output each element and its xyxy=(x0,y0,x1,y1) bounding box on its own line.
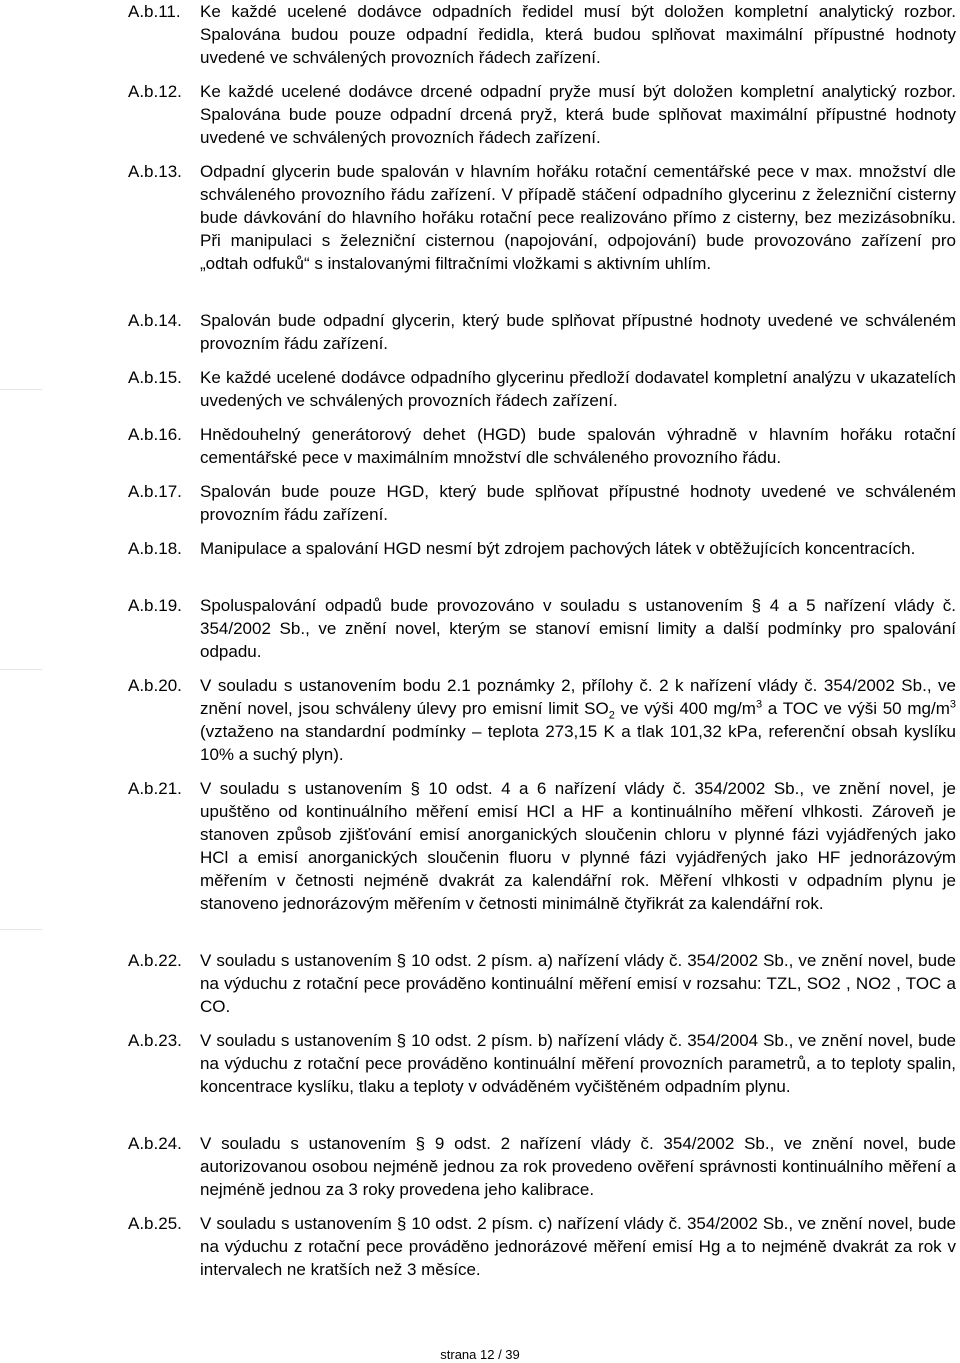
item-number: A.b.14. xyxy=(128,311,182,330)
item-text: Spalován bude odpadní glycerin, který bude splňovat přípustné hodnoty uvedené ve schváleném provozním řádu zařízení. xyxy=(200,311,956,353)
superscript: 3 xyxy=(755,698,763,711)
item-text: Spalován bude pouze HGD, který bude splňovat přípustné hodnoty uvedené ve schváleném provozním řádu zařízení. xyxy=(200,482,956,524)
margin-mark xyxy=(0,929,42,930)
item-text: Odpadní glycerin bude spalován v hlavním hořáku rotační cementářské pece v max. množství dle schváleného provozního řádu zařízení. V případě stáčení odpadního glycerinu z železniční cisterny bude dávkování do hlavního hořáku rotační pece realizováno přímo z cisterny, bez mezizásobníku. Při manipulaci s železniční cisternou (napojování, odpojování) bude provozováno zařízení pro „odtah odfuků“ s instalovanými filtračními vložkami s aktivním uhlím. xyxy=(200,162,956,273)
item-text: Ke každé ucelené dodávce odpadních ředidel musí být doložen kompletní analytický rozbor. Spalována budou pouze odpadní ředidla, která budou splňovat maximální přípustné hodnoty uvedené ve schválených provozních řádech zařízení. xyxy=(200,2,956,67)
item-text: V souladu s ustanovením § 10 odst. 2 písm. b) nařízení vlády č. 354/2004 Sb., ve znění novel, bude na výduchu z rotační pece prováděno kontinuální měření provozních parametrů, a to teploty spalin, koncentrace kyslíku, tlaku a teploty v odváděném vyčištěném odpadním plynu. xyxy=(200,1031,956,1096)
item-number: A.b.11. xyxy=(128,2,181,21)
item-number: A.b.17. xyxy=(128,482,182,501)
item-text: Ke každé ucelené dodávce odpadního glycerinu předloží dodavatel kompletní analýzu v ukazatelích uvedených ve schválených provozních řádech zařízení. xyxy=(200,368,956,410)
text-run: V souladu s ustanovením bodu 2.1 poznámky 2, přílohy č. 2 k nařízení vlády č. 354/2002 Sb., ve znění novel, jsou schváleny úlevy pro emisní limit SO xyxy=(200,676,956,718)
item-number: A.b.24. xyxy=(128,1134,182,1153)
superscript: 3 xyxy=(949,698,956,711)
item-number: A.b.12. xyxy=(128,82,182,101)
item-text: Ke každé ucelené dodávce drcené odpadní pryže musí být doložen kompletní analytický rozbor. Spalována bude pouze odpadní drcená pryž, která bude splňovat maximální přípustné hodnoty uvedené ve schválených provozních řádech zařízení. xyxy=(200,82,956,147)
item-number: A.b.18. xyxy=(128,539,182,558)
page-number: strana 12 / 39 xyxy=(440,1347,520,1362)
item-number: A.b.16. xyxy=(128,425,182,444)
text-run: a TOC ve výši 50 mg/m xyxy=(762,699,950,718)
item-number: A.b.19. xyxy=(128,596,182,615)
item-text: Hnědouhelný generátorový dehet (HGD) bude spalován výhradně v hlavním hořáku rotační cementářské pece v maximálním množství dle schváleného provozního řádu. xyxy=(200,425,956,467)
item-number: A.b.20. xyxy=(128,676,182,695)
item-text: V souladu s ustanovením § 10 odst. 2 písm. a) nařízení vlády č. 354/2002 Sb., ve znění novel, bude na výduchu z rotační pece prováděno kontinuální měření emisí v rozsahu: TZL, SO2 , NO2 , TOC a CO. xyxy=(200,951,956,1016)
margin-mark xyxy=(0,669,42,670)
margin-mark xyxy=(0,389,42,390)
subscript: 2 xyxy=(608,709,615,722)
text-run: (vztaženo na standardní podmínky – teplota 273,15 K a tlak 101,32 kPa, referenční obsah kyslíku 10% a suchý plyn). xyxy=(200,722,956,764)
item-text: Spoluspalování odpadů bude provozováno v souladu s ustanovením § 4 a 5 nařízení vlády č. 354/2002 Sb., ve znění novel, kterým se stanoví emisní limity a další podmínky pro spalování odpadu. xyxy=(200,596,956,661)
item-number: A.b.23. xyxy=(128,1031,182,1050)
item-number: A.b.21. xyxy=(128,779,182,798)
item-number: A.b.13. xyxy=(128,162,182,181)
item-text: V souladu s ustanovením § 9 odst. 2 nařízení vlády č. 354/2002 Sb., ve znění novel, bude autorizovanou osobou nejméně jednou za rok provedeno ověření správnosti kontinuálního měření a nejméně jednou za 3 roky provedena jeho kalibrace. xyxy=(200,1134,956,1199)
item-number: A.b.22. xyxy=(128,951,182,970)
item-text: Manipulace a spalování HGD nesmí být zdrojem pachových látek v obtěžujících koncentracích. xyxy=(200,539,916,558)
item-text xyxy=(200,674,956,766)
item-number: A.b.25. xyxy=(128,1214,182,1233)
item-text: V souladu s ustanovením § 10 odst. 2 písm. c) nařízení vlády č. 354/2002 Sb., ve znění novel, bude na výduchu z rotační pece prováděno jednorázové měření emisí Hg a to nejméně dvakrát za rok v intervalech ne kratších než 3 měsíce. xyxy=(200,1214,956,1279)
item-text: V souladu s ustanovením § 10 odst. 4 a 6 nařízení vlády č. 354/2002 Sb., ve znění novel, je upuštěno od kontinuálního měření emisí HCl a HF a kontinuálního měření vlhkosti. Zároveň je stanoven způsob zjišťování emisí anorganických sloučenin chloru v plynné fázi vyjádřených jako HCl a emisí anorganických sloučenin fluoru v plynné fázi vyjádřených jako HF jednorázovým měřením v četnosti nejméně dvakrát za kalendářní rok. Měření vlhkosti v odpadním plynu je stanoveno jednorázovým měřením v četnosti minimálně čtyřikrát za kalendářní rok. xyxy=(200,779,956,913)
item-number: A.b.15. xyxy=(128,368,182,387)
text-run: ve výši 400 mg/m xyxy=(614,699,756,718)
